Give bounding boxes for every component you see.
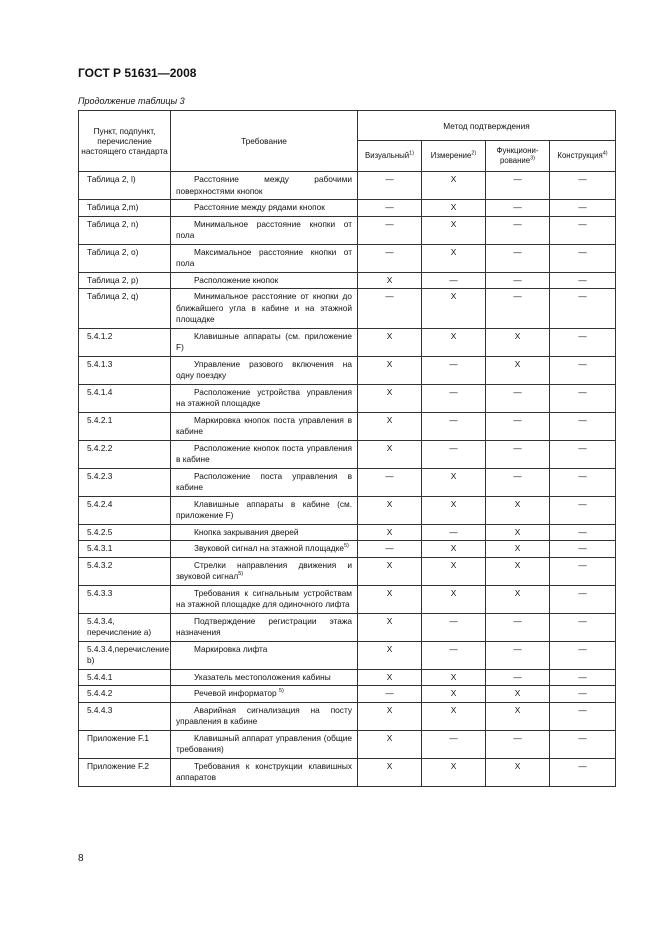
method-mark: — — [486, 216, 550, 244]
method-mark: X — [422, 585, 486, 613]
method-mark: — — [486, 468, 550, 496]
method-mark: — — [550, 557, 616, 585]
table-caption: Продолжение таблицы 3 — [78, 96, 185, 106]
method-mark: — — [486, 730, 550, 758]
method-mark: X — [486, 541, 550, 558]
method-mark: — — [486, 669, 550, 686]
method-mark: X — [422, 496, 486, 524]
method-mark: — — [358, 468, 422, 496]
table-row — [79, 585, 616, 613]
row-point: 5.4.1.4 — [79, 384, 171, 412]
method-mark: — — [422, 384, 486, 412]
method-mark: — — [486, 412, 550, 440]
method-mark: — — [550, 216, 616, 244]
row-point: 5.4.3.3 — [79, 585, 171, 613]
row-point: 5.4.4.3 — [79, 702, 171, 730]
footnote-ref: 5) — [238, 571, 244, 578]
method-mark: — — [550, 585, 616, 613]
method-mark: — — [550, 244, 616, 272]
method-label: Функциони-рование — [496, 146, 539, 165]
row-requirement — [171, 440, 358, 468]
method-note: 2) — [471, 150, 477, 157]
requirement-text: Указатель местоположения кабины — [194, 671, 331, 682]
requirement-text: Требования к конструкции клавишных аппаратов — [176, 760, 352, 782]
method-mark: X — [358, 412, 422, 440]
row-point: 5.4.2.4 — [79, 496, 171, 524]
requirement-text: Минимальное расстояние кнопки от пола — [176, 218, 352, 240]
row-point: Таблица 2, p) — [79, 272, 171, 289]
requirement-text: Маркировка кнопок поста управления в кабине — [176, 414, 352, 436]
method-label: Измерение — [430, 151, 472, 160]
table-row — [79, 289, 616, 329]
header-requirement: Требование — [171, 111, 358, 172]
requirement-text: Расположение кнопок поста управления в кабине — [176, 442, 352, 464]
method-mark: X — [358, 758, 422, 786]
row-point: Приложение F.1 — [79, 730, 171, 758]
row-requirement — [171, 758, 358, 786]
method-mark: X — [422, 289, 486, 329]
header-method-2 — [422, 141, 486, 172]
requirement-text: Речевой информатор — [194, 688, 279, 698]
table-row — [79, 172, 616, 200]
row-point: Таблица 2,m) — [79, 200, 171, 217]
method-mark: X — [486, 585, 550, 613]
method-mark: X — [358, 702, 422, 730]
method-label: Визуальный — [365, 151, 410, 160]
method-mark: — — [550, 200, 616, 217]
requirement-text: Минимальное расстояние от кнопки до ближайшего угла в кабине и на этажной площадке — [176, 291, 352, 324]
requirement-text: Расположение устройства управления на этажной площадке — [176, 386, 352, 408]
method-mark: — — [486, 641, 550, 669]
header-method: Метод подтверждения — [358, 111, 616, 141]
method-mark: — — [486, 440, 550, 468]
method-mark: X — [422, 172, 486, 200]
row-requirement — [171, 702, 358, 730]
row-requirement — [171, 272, 358, 289]
method-mark: — — [550, 730, 616, 758]
table-row — [79, 730, 616, 758]
table-row — [79, 524, 616, 541]
method-mark: X — [486, 328, 550, 356]
method-mark: — — [422, 524, 486, 541]
method-mark: — — [358, 289, 422, 329]
method-mark: — — [486, 613, 550, 641]
method-mark: — — [550, 641, 616, 669]
method-mark: X — [422, 200, 486, 217]
method-mark: — — [486, 384, 550, 412]
method-mark: X — [422, 669, 486, 686]
method-mark: — — [422, 613, 486, 641]
table-row — [79, 440, 616, 468]
verification-table — [78, 110, 616, 787]
method-mark: X — [358, 730, 422, 758]
row-requirement — [171, 200, 358, 217]
row-point: 5.4.4.1 — [79, 669, 171, 686]
method-mark: X — [358, 496, 422, 524]
requirement-text: Клавишный аппарат управления (общие требования) — [176, 732, 352, 754]
method-mark: X — [422, 328, 486, 356]
method-mark: — — [422, 730, 486, 758]
method-mark: X — [486, 496, 550, 524]
header-method-1 — [358, 141, 422, 172]
table-body — [79, 172, 616, 787]
row-requirement — [171, 216, 358, 244]
method-mark: — — [550, 328, 616, 356]
row-point: 5.4.2.5 — [79, 524, 171, 541]
row-requirement — [171, 412, 358, 440]
method-note: 3) — [530, 155, 535, 162]
method-mark: — — [550, 613, 616, 641]
method-mark: — — [486, 289, 550, 329]
method-mark: X — [486, 356, 550, 384]
method-mark: X — [486, 524, 550, 541]
requirement-text: Стрелки направления движения и звуковой сигнал — [176, 559, 352, 581]
table-row — [79, 384, 616, 412]
method-mark: X — [422, 541, 486, 558]
row-point: Приложение F.2 — [79, 758, 171, 786]
method-mark: — — [486, 272, 550, 289]
method-mark: X — [358, 613, 422, 641]
header-method-3 — [486, 141, 550, 172]
method-mark: — — [550, 272, 616, 289]
footnote-ref: 5) — [278, 688, 284, 695]
table-row — [79, 272, 616, 289]
method-mark: — — [358, 686, 422, 703]
header-method-4 — [550, 141, 616, 172]
row-requirement — [171, 524, 358, 541]
method-mark: X — [422, 244, 486, 272]
method-mark: — — [550, 172, 616, 200]
method-mark: — — [422, 272, 486, 289]
requirement-text: Кнопка закрывания дверей — [194, 526, 299, 537]
method-mark: — — [358, 244, 422, 272]
table-row — [79, 641, 616, 669]
row-point: Таблица 2, o) — [79, 244, 171, 272]
method-mark: X — [358, 585, 422, 613]
method-mark: X — [422, 686, 486, 703]
table-row — [79, 244, 616, 272]
row-requirement — [171, 541, 358, 558]
row-point: 5.4.4.2 — [79, 686, 171, 703]
requirement-text: Звуковой сигнал на этажной площадке — [194, 543, 344, 553]
row-point: Таблица 2, n) — [79, 216, 171, 244]
method-mark: — — [422, 356, 486, 384]
method-note: 1) — [409, 150, 414, 157]
method-mark: — — [550, 669, 616, 686]
method-mark: X — [486, 557, 550, 585]
method-mark: — — [550, 541, 616, 558]
row-requirement — [171, 686, 358, 703]
row-point: Таблица 2, l) — [79, 172, 171, 200]
row-requirement — [171, 585, 358, 613]
method-mark: — — [486, 200, 550, 217]
requirement-text: Расположение поста управления в кабине — [176, 470, 352, 492]
table-row — [79, 702, 616, 730]
method-mark: — — [358, 216, 422, 244]
requirement-text: Расположение кнопок — [194, 274, 279, 285]
table-row — [79, 686, 616, 703]
requirement-text: Аварийная сигнализация на посту управления в кабине — [176, 704, 352, 726]
method-mark: X — [358, 440, 422, 468]
requirement-text: Подтверждение регистрации этажа назначения — [176, 615, 352, 637]
requirement-text: Максимальное расстояние кнопки от пола — [176, 246, 352, 268]
method-mark: — — [550, 758, 616, 786]
row-requirement — [171, 384, 358, 412]
method-mark: — — [550, 384, 616, 412]
method-mark: X — [422, 702, 486, 730]
table-row — [79, 557, 616, 585]
row-requirement — [171, 669, 358, 686]
method-mark: — — [422, 440, 486, 468]
method-mark: X — [358, 384, 422, 412]
row-requirement — [171, 613, 358, 641]
method-mark: X — [358, 272, 422, 289]
method-mark: X — [486, 686, 550, 703]
method-mark: — — [550, 440, 616, 468]
table-row — [79, 613, 616, 641]
row-requirement — [171, 468, 358, 496]
requirement-text: Требования к сигнальным устройствам на этажной площадке для одиночного лифта — [176, 587, 352, 609]
method-mark: — — [422, 412, 486, 440]
method-mark: — — [550, 496, 616, 524]
table-row — [79, 200, 616, 217]
table-row — [79, 496, 616, 524]
method-mark: X — [358, 356, 422, 384]
standard-code: ГОСТ Р 51631—2008 — [78, 66, 197, 80]
header-point: Пункт, подпункт, перечисление настоящего стандарта — [79, 111, 171, 172]
page-number: 8 — [78, 853, 84, 864]
method-mark: X — [358, 641, 422, 669]
method-mark: X — [422, 557, 486, 585]
requirement-text: Расстояние между рабочими поверхностями кнопок — [176, 174, 352, 196]
table-row — [79, 468, 616, 496]
row-point: 5.4.1.2 — [79, 328, 171, 356]
method-mark: — — [486, 172, 550, 200]
row-point: Таблица 2, q) — [79, 289, 171, 329]
requirement-text: Маркировка лифта — [194, 643, 268, 654]
requirement-text: Управление разового включения на одну поездку — [176, 358, 352, 380]
method-mark: — — [550, 686, 616, 703]
method-mark: X — [486, 702, 550, 730]
row-requirement — [171, 289, 358, 329]
method-mark: X — [358, 557, 422, 585]
method-mark: — — [550, 289, 616, 329]
row-point: 5.4.2.1 — [79, 412, 171, 440]
row-requirement — [171, 557, 358, 585]
method-mark: X — [486, 758, 550, 786]
method-mark: X — [422, 758, 486, 786]
row-point: 5.4.3.4,перечисление b) — [79, 641, 171, 669]
footnote-ref: 5) — [343, 543, 349, 550]
row-point: 5.4.3.1 — [79, 541, 171, 558]
method-mark: — — [550, 524, 616, 541]
method-mark: — — [358, 200, 422, 217]
method-mark: — — [358, 541, 422, 558]
row-requirement — [171, 328, 358, 356]
requirement-text: Расстояние между рядами кнопок — [194, 202, 325, 212]
requirement-text: Клавишные аппараты (см. приложение F) — [176, 330, 352, 352]
method-mark: — — [550, 468, 616, 496]
row-point: 5.4.3.4, перечисление a) — [79, 613, 171, 641]
table-row — [79, 356, 616, 384]
row-requirement — [171, 730, 358, 758]
table-row — [79, 541, 616, 558]
table-row — [79, 758, 616, 786]
row-point: 5.4.2.2 — [79, 440, 171, 468]
method-label: Конструкция — [557, 151, 603, 160]
table-row — [79, 328, 616, 356]
method-mark: X — [358, 524, 422, 541]
method-mark: X — [358, 328, 422, 356]
table-row — [79, 216, 616, 244]
row-requirement — [171, 496, 358, 524]
method-mark: — — [358, 172, 422, 200]
method-mark: X — [422, 216, 486, 244]
table-row — [79, 669, 616, 686]
row-requirement — [171, 244, 358, 272]
method-mark: X — [422, 468, 486, 496]
row-point: 5.4.1.3 — [79, 356, 171, 384]
requirement-text: Клавишные аппараты в кабине (см. приложение F) — [176, 498, 352, 520]
method-mark: — — [550, 356, 616, 384]
method-mark: — — [486, 244, 550, 272]
method-mark: — — [422, 641, 486, 669]
method-mark: — — [550, 412, 616, 440]
table-row — [79, 412, 616, 440]
row-requirement — [171, 356, 358, 384]
method-note: 4) — [602, 150, 608, 157]
method-mark: X — [358, 669, 422, 686]
row-point: 5.4.3.2 — [79, 557, 171, 585]
row-requirement — [171, 641, 358, 669]
row-requirement — [171, 172, 358, 200]
row-point: 5.4.2.3 — [79, 468, 171, 496]
method-mark: — — [550, 702, 616, 730]
